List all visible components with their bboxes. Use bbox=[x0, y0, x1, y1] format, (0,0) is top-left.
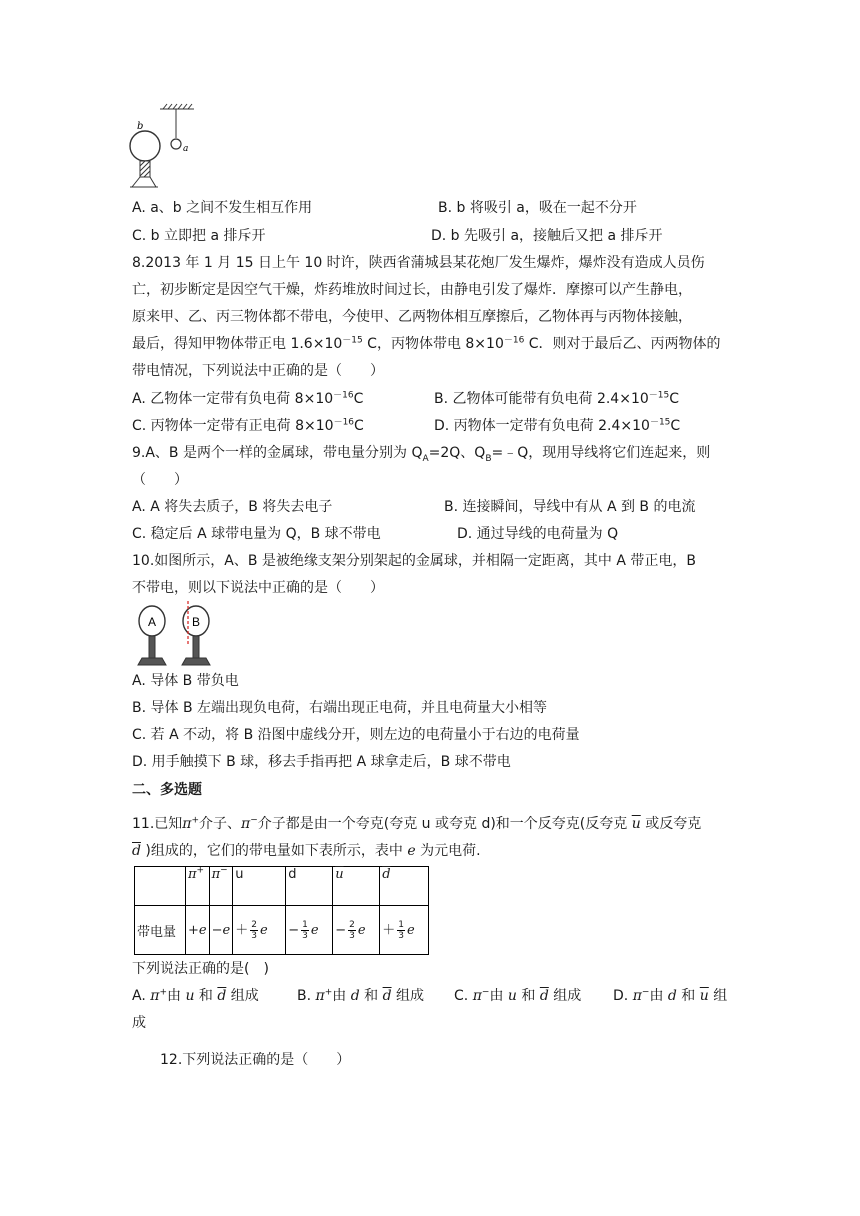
q8-line-4: 最后，得知甲物体带正电 $1.6\times 10^{-15}$ C，丙物体带电 $8\times 10^{-16}$ C．则对于最后乙、丙两物体的 bbox=[132, 335, 721, 352]
q8-line-5: 带电情况，下列说法中正确的是（ ） bbox=[132, 363, 384, 379]
table-charge-row bbox=[135, 906, 429, 955]
q9-option-d: D. 通过导线的电荷量为 Q bbox=[457, 526, 619, 542]
q10-line-1: 10.如图所示，A、B 是被绝缘支架分别架起的金属球，并相隔一定距离，其中 A 带正电，B bbox=[132, 553, 696, 569]
q9-line-2: （ ） bbox=[132, 472, 188, 488]
q8-line-2: 亡，初步断定是因空气干燥，炸药堆放时间过长，由静电引发了爆炸．摩擦可以产生静电， bbox=[132, 282, 692, 298]
q11-prompt: 下列说法正确的是( ) bbox=[132, 961, 269, 977]
header-ubar: $\overline{u}$ bbox=[333, 867, 380, 906]
header-pi-minus: π− bbox=[209, 867, 233, 906]
q11-option-b: B. π+由 d 和 $\overline{d}$ 组成 bbox=[297, 987, 425, 1004]
charge-pi-plus: +e bbox=[186, 906, 210, 955]
base-a bbox=[138, 658, 166, 665]
q11-line-1: 11.已知π+介子、π−介子都是由一个夸克(夸克 u 或夸克 d)和一个反夸克(反夸克 $\overline{u}$ 或反夸克 bbox=[132, 815, 702, 832]
q10-line-2: 不带电，则以下说法中正确的是（ ） bbox=[132, 580, 384, 596]
q11-line-2: $\overline{d}$ )组成的，它们的带电量如下表所示，表中 e 为元电荷. bbox=[132, 843, 481, 859]
section-heading: 二、多选题 bbox=[132, 782, 202, 798]
table-header-row bbox=[135, 867, 429, 906]
charge-table bbox=[134, 866, 429, 955]
q11-option-d-wrap: 成 bbox=[132, 1015, 146, 1031]
q10-figure bbox=[132, 600, 214, 668]
q10-option-c: C. 若 A 不动，将 B 沿图中虚线分开，则左边的电荷量小于右边的电荷量 bbox=[132, 727, 580, 743]
table-corner-cell bbox=[135, 867, 186, 906]
q9-option-c: C. 稳定后 A 球带电量为 Q，B 球不带电 bbox=[132, 526, 381, 542]
charge-d: − $\frac{1}{3}$ e bbox=[286, 906, 333, 955]
sphere-b-label: B bbox=[191, 615, 201, 629]
charge-u: ＋ $\frac{2}{3}$ e bbox=[233, 906, 286, 955]
q7-figure bbox=[128, 100, 198, 192]
header-dbar: $\overline{d}$ bbox=[380, 867, 429, 906]
label-a: a bbox=[183, 144, 189, 154]
q10-option-b: B. 导体 B 左端出现负电荷，右端出现正电荷，并且电荷量大小相等 bbox=[132, 700, 548, 716]
q7-option-a: A. a、b 之间不发生相互作用 bbox=[132, 200, 313, 216]
q9-option-b: B. 连接瞬间，导线中有从 A 到 B 的电流 bbox=[444, 499, 696, 515]
q8-option-b: B. 乙物体可能带有负电荷 $2.4\times 10^{-15}C$ bbox=[434, 390, 679, 407]
ceiling-hatch bbox=[160, 104, 194, 109]
q7-option-d: D. b 先吸引 a，接触后又把 a 排斥开 bbox=[431, 228, 663, 244]
row-label: 带电量 bbox=[135, 906, 186, 955]
header-d: d bbox=[286, 867, 333, 906]
charge-pi-minus: −e bbox=[209, 906, 233, 955]
q8-line-1: 8.2013 年 1 月 15 日上午 10 时许，陕西省蒲城县某花炮厂发生爆炸，爆炸没有造成人员伤 bbox=[132, 255, 705, 271]
q8-line-3: 原来甲、乙、丙三物体都不带电，今使甲、乙两物体相互摩擦后，乙物体再与丙物体接触， bbox=[132, 309, 692, 325]
base-b bbox=[182, 658, 210, 665]
q7-option-b: B. b 将吸引 a，吸在一起不分开 bbox=[438, 200, 637, 216]
sphere-b bbox=[130, 131, 160, 161]
stand-b bbox=[193, 636, 199, 658]
q9-option-a: A. A 将失去质子，B 将失去电子 bbox=[132, 499, 333, 515]
q8-option-a: A. 乙物体一定带有负电荷 $8\times 10^{-16}C$ bbox=[132, 390, 364, 407]
q10-option-a: A. 导体 B 带负电 bbox=[132, 673, 239, 689]
stand-a bbox=[149, 636, 155, 658]
q11-option-a: A. π+由 u 和 $\overline{d}$ 组成 bbox=[132, 987, 259, 1004]
charge-ubar: − $\frac{2}{3}$ e bbox=[333, 906, 380, 955]
header-pi-plus: π+ bbox=[186, 867, 210, 906]
ball-a bbox=[171, 139, 181, 149]
q7-option-c: C. b 立即把 a 排斥开 bbox=[132, 228, 266, 244]
q8-option-d: D. 丙物体一定带有负电荷 $2.4\times 10^{-15}C$ bbox=[434, 417, 681, 434]
label-b: b bbox=[137, 121, 144, 132]
q10-option-d: D. 用手触摸下 B 球，移去手指再把 A 球拿走后，B 球不带电 bbox=[132, 754, 511, 770]
q11-option-d: D. π−由 d 和 $\overline{u}$ 组 bbox=[613, 987, 728, 1004]
charge-dbar: ＋ $\frac{1}{3}$ e bbox=[380, 906, 429, 955]
q12-line-1: 12.下列说法正确的是（ ） bbox=[160, 1052, 351, 1068]
sphere-a-label: A bbox=[147, 615, 157, 629]
q8-option-c: C. 丙物体一定带有正电荷 $8\times 10^{-16}C$ bbox=[132, 417, 364, 434]
q9-line-1: 9.A、B 是两个一样的金属球，带电量分别为 $Q_A=2Q$、$Q_B=﹣Q$，现用导线将它们连起来，则 bbox=[132, 445, 711, 464]
header-u: u bbox=[233, 867, 286, 906]
q11-option-c: C. π−由 u 和 $\overline{d}$ 组成 bbox=[454, 987, 582, 1004]
